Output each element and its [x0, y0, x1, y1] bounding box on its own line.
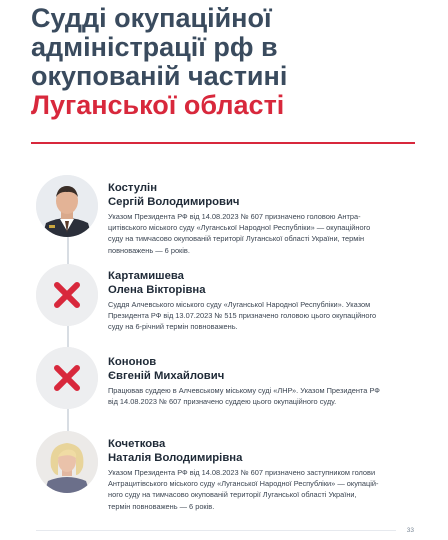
judge-description-3 — [108, 385, 428, 407]
judge-name-3 — [108, 355, 224, 383]
judge-photo-3 — [36, 347, 98, 409]
judge-given-names: Сергій Володимирович — [108, 196, 240, 208]
desc-line: Працював суддею в Алчевському міському суді «ЛНР». Указом Президента РФ — [108, 386, 380, 395]
judge-description-4 — [108, 467, 428, 512]
judge-given-names: Олена Вікторівна — [108, 284, 206, 296]
desc-line: Президента РФ від 13.07.2023 № 515 призначено головою цього окупаційного — [108, 311, 377, 321]
judge-given-names: Наталія Володимирівна — [108, 452, 243, 464]
desc-line: Суддя Алчевського міського суду «Луганської Народної Республіки». Указом — [108, 300, 371, 309]
title-divider — [31, 142, 415, 144]
title-line-1: Судді окупаційної — [31, 3, 272, 33]
page-title — [31, 4, 431, 120]
no-photo-cross-icon — [36, 347, 98, 409]
title-line-3: окупованій частині — [31, 61, 288, 91]
judge-name-2 — [108, 269, 206, 297]
desc-line: термін повноважень — 6 років. — [108, 501, 215, 511]
judge-surname: Кочеткова — [108, 438, 166, 450]
no-photo-cross-icon — [36, 264, 98, 326]
female-portrait-icon — [36, 431, 98, 493]
desc-line: Антрацитівського міського суду «Луганської Народної Республіки» — окупацій- — [108, 479, 379, 489]
judge-surname: Костулін — [108, 182, 158, 194]
desc-line: ного суду на тимчасово окупованій території Луганської області України, — [108, 490, 357, 500]
title-line-4: Луганської області — [31, 90, 285, 120]
desc-line: Указом Президента РФ від 14.08.2023 № 607 призначено заступником голови — [108, 468, 376, 477]
desc-line: Указом Президента РФ від 14.08.2023 № 607 призначено головою Антра- — [108, 212, 361, 221]
desc-line: повноважень — 6 років. — [108, 245, 190, 255]
desc-line: цитівського міського суду «Луганської Народної Республіки» — окупаційного — [108, 223, 371, 233]
judge-photo-4 — [36, 431, 98, 493]
desc-line: від 14.08.2023 № 607 призначено суддею цього окупаційного суду. — [108, 397, 337, 407]
judge-name-1 — [108, 181, 240, 209]
judge-description-2 — [108, 299, 428, 333]
title-line-2: адміністрації рф в — [31, 32, 278, 62]
judge-surname: Картамишева — [108, 270, 184, 282]
footer-divider — [36, 530, 396, 531]
judge-photo-2 — [36, 264, 98, 326]
page-number: 33 — [406, 527, 414, 534]
judge-name-4 — [108, 437, 242, 465]
judge-given-names: Євгеній Михайлович — [108, 370, 225, 382]
desc-line: суду на 6-річний термін повноважень. — [108, 322, 238, 332]
desc-line: суду на тимчасово окупованій території Луганської області України, термін — [108, 234, 365, 244]
judge-photo-1 — [36, 175, 98, 237]
judge-surname: Кононов — [108, 356, 157, 368]
male-portrait-icon — [36, 175, 98, 237]
judge-description-1 — [108, 211, 428, 256]
